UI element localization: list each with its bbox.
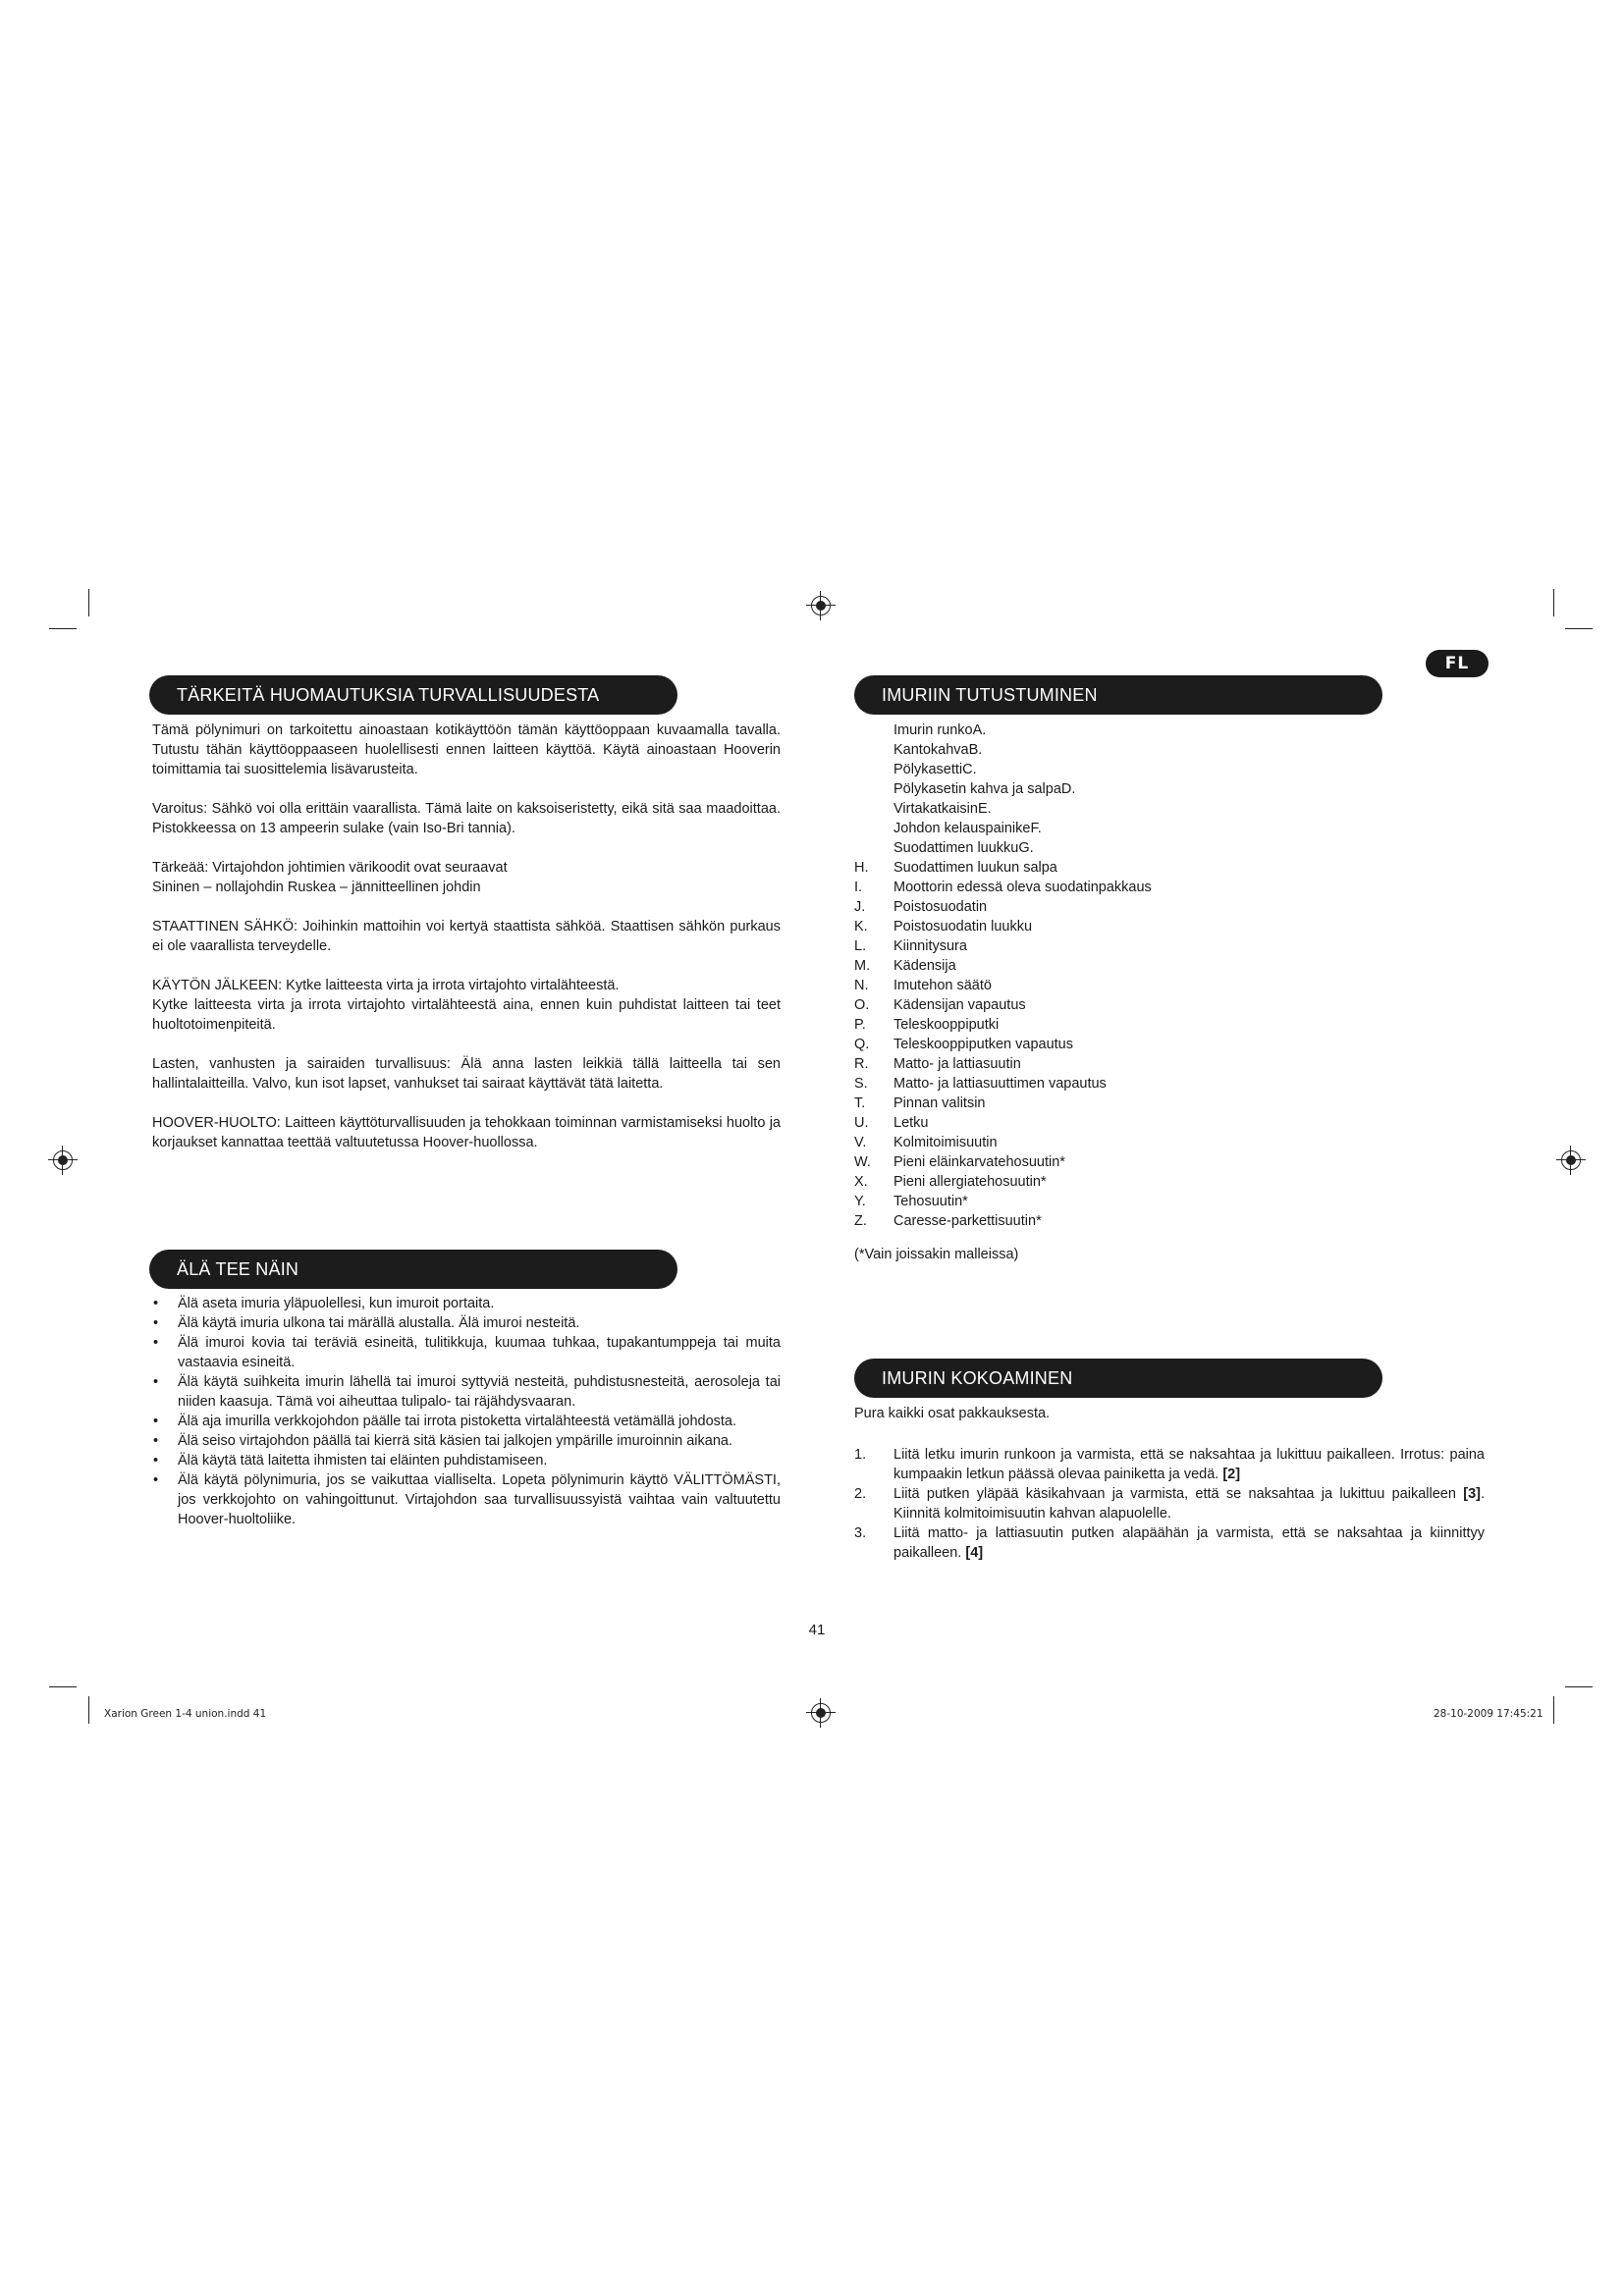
part-letter: T.	[854, 1095, 866, 1111]
step-body: Liitä putken yläpää käsikahvaan ja varmista, että se naksahtaa ja lukittuu paikalleen	[893, 1486, 1456, 1502]
part-item	[854, 995, 1483, 1015]
part-item	[854, 721, 1483, 740]
section-title-safety: TÄRKEITÄ HUOMAUTUKSIA TURVALLISUUDESTA	[149, 675, 677, 715]
part-letter: O.	[854, 997, 870, 1013]
part-item	[854, 878, 1483, 897]
part-item	[854, 1113, 1483, 1133]
part-letter	[854, 760, 893, 779]
part-letter: J.	[854, 899, 866, 915]
safety-paragraph	[152, 1054, 781, 1094]
safety-paragraph	[152, 917, 781, 956]
part-letter: Z.	[854, 1213, 867, 1229]
crop-mark	[49, 1686, 77, 1687]
figure-ref: [3]	[1463, 1486, 1481, 1502]
registration-mark-icon	[1561, 1150, 1581, 1170]
part-label: Suodattimen luukkuG.	[893, 840, 1034, 856]
page-number: 41	[808, 1622, 826, 1638]
step-text	[893, 1445, 1485, 1484]
part-label: Imurin runkoA.	[893, 722, 987, 738]
part-item	[854, 838, 1483, 858]
part-letter: X.	[854, 1174, 868, 1190]
part-label: Tehosuutin*	[893, 1194, 968, 1209]
safety-paragraph	[152, 799, 781, 838]
slug-right: 28-10-2009 17:45:21	[1434, 1708, 1543, 1720]
safety-paragraph-line: HOOVER-HUOLTO: Laitteen käyttöturvallisuuden ja tehokkaan toiminnan varmistamiseksi huolto ja korjaukset kannattaa teettää valtuutetussa Hoover-huollossa.	[152, 1115, 781, 1150]
part-letter: L.	[854, 938, 867, 954]
part-item	[854, 1094, 1483, 1113]
part-label: Matto- ja lattiasuutin	[893, 1056, 1021, 1072]
crop-mark	[88, 1696, 89, 1724]
step-number: 3.	[854, 1525, 867, 1541]
part-letter: S.	[854, 1076, 868, 1092]
crop-mark	[49, 628, 77, 629]
registration-mark-icon	[811, 1703, 831, 1723]
safety-paragraph-line: Varoitus: Sähkö voi olla erittäin vaarallista. Tämä laite on kaksoiseristetty, eikä sitä saa maadoittaa. Pistokkeessa on 13 ampeerin sulake (vain Iso-Bri tannia).	[152, 801, 781, 836]
safety-paragraph-line: Lasten, vanhusten ja sairaiden turvallisuus: Älä anna lasten leikkiä tällä laitteella tai sen hallintalaitteilla. Valvo, kun isot lapset, vanhukset tai sairaat käyttävät tätä laitetta.	[152, 1056, 781, 1092]
part-label: Pölykasetin kahva ja salpaD.	[893, 781, 1076, 797]
part-item	[854, 956, 1483, 976]
part-item	[854, 976, 1483, 995]
part-item	[854, 760, 1483, 779]
part-label: Matto- ja lattiasuuttimen vapautus	[893, 1076, 1107, 1092]
part-letter: U.	[854, 1115, 869, 1131]
dont-item: • Älä käytä pölynimuria, jos se vaikuttaa vialliselta. Lopeta pölynimurin käyttö VÄLITTÖMÄSTI, jos verkkojohto on vahingoittunut. Virtajohdon saa turvallisuussyistä vaihtaa vain valtuutettu Hoover-huoltoliike.	[149, 1470, 781, 1529]
part-item	[854, 819, 1483, 838]
part-label: Johdon kelauspainikeF.	[893, 821, 1042, 836]
step-text	[893, 1523, 1485, 1563]
step-text	[893, 1484, 1485, 1523]
figure-ref: [4]	[965, 1545, 984, 1561]
part-label: VirtakatkaisinE.	[893, 801, 992, 817]
part-letter: H.	[854, 860, 869, 876]
part-label: Kädensijan vapautus	[893, 997, 1026, 1013]
part-letter	[854, 838, 893, 858]
part-item	[854, 1054, 1483, 1074]
dont-list	[149, 1294, 781, 1529]
section-title-intro: IMURIIN TUTUSTUMINEN	[854, 675, 1382, 715]
dont-item: • Älä käytä suihkeita imurin lähellä tai imuroi syttyviä nesteitä, puhdistusnesteitä, aerosoleja tai niiden kaasuja. Tämä voi aiheuttaa tulipalo- tai räjähdysvaaran.	[149, 1372, 781, 1412]
part-label: KantokahvaB.	[893, 742, 983, 758]
part-letter	[854, 740, 893, 760]
part-letter: V.	[854, 1135, 867, 1150]
part-label: Teleskooppiputken vapautus	[893, 1037, 1073, 1052]
assembly-step	[854, 1523, 1485, 1563]
dont-item: • Älä seiso virtajohdon päällä tai kierrä sitä käsien tai jalkojen ympärille imuroinnin aikana.	[149, 1431, 781, 1451]
crop-mark	[1565, 1686, 1593, 1687]
part-item	[854, 1152, 1483, 1172]
part-letter: Y.	[854, 1194, 866, 1209]
part-label: PölykasettiC.	[893, 762, 977, 777]
safety-paragraph	[152, 1113, 781, 1152]
part-letter: P.	[854, 1017, 866, 1033]
part-letter: Q.	[854, 1037, 870, 1052]
dont-item: • Älä käytä imuria ulkona tai märällä alustalla. Älä imuroi nesteitä.	[149, 1313, 781, 1333]
safety-paragraph-line: Tämä pölynimuri on tarkoitettu ainoastaan kotikäyttöön tämän käyttöoppaan kuvaamalla tavalla. Tutustu tähän käyttöoppaaseen huolellisesti ennen laitteen käyttöä. Käytä ainoastaan Hooverin toimittamia tai suosittelemia lisävarusteita.	[152, 722, 781, 777]
crop-mark	[88, 589, 89, 616]
dont-item: • Älä imuroi kovia tai teräviä esineitä, tulitikkuja, kuumaa tuhkaa, tupakantumppeja tai muita vastaavia esineitä.	[149, 1333, 781, 1372]
part-label: Caresse-parkettisuutin*	[893, 1213, 1042, 1229]
part-label: Moottorin edessä oleva suodatinpakkaus	[893, 880, 1152, 895]
crop-mark	[1565, 628, 1593, 629]
section-title-assembly: IMURIN KOKOAMINEN	[854, 1359, 1382, 1398]
step-body: Liitä matto- ja lattiasuutin putken alapäähän ja varmista, että se naksahtaa ja kiinnittyy paikalleen.	[893, 1525, 1485, 1561]
part-label: Letku	[893, 1115, 929, 1131]
step-tail: . Kiinnitä kolmitoimisuutin kahvan alapuolelle.	[893, 1486, 1485, 1522]
part-label: Imutehon säätö	[893, 978, 992, 993]
part-letter: K.	[854, 919, 868, 934]
safety-text	[152, 721, 781, 1172]
part-item	[854, 740, 1483, 760]
models-note: (*Vain joissakin malleissa)	[854, 1247, 1019, 1262]
assembly-text	[854, 1404, 1485, 1563]
part-item	[854, 897, 1483, 917]
language-badge: FL	[1426, 650, 1489, 677]
part-label: Kolmitoimisuutin	[893, 1135, 998, 1150]
part-item	[854, 1172, 1483, 1192]
safety-paragraph	[152, 721, 781, 779]
part-letter	[854, 799, 893, 819]
safety-paragraph-line: Tärkeää: Virtajohdon johtimien värikoodit ovat seuraavat	[152, 860, 508, 876]
part-item	[854, 1035, 1483, 1054]
part-item	[854, 1015, 1483, 1035]
part-label: Pinnan valitsin	[893, 1095, 986, 1111]
part-item	[854, 1192, 1483, 1211]
part-letter: W.	[854, 1154, 871, 1170]
part-label: Pieni eläinkarvatehosuutin*	[893, 1154, 1065, 1170]
part-letter	[854, 779, 893, 799]
slug-left: Xarion Green 1-4 union.indd 41	[104, 1708, 267, 1720]
part-letter: M.	[854, 958, 871, 974]
assembly-step	[854, 1484, 1485, 1523]
dont-item: • Älä aseta imuria yläpuolellesi, kun imuroit portaita.	[149, 1294, 781, 1313]
part-item	[854, 1211, 1483, 1231]
safety-paragraph-line: KÄYTÖN JÄLKEEN: Kytke laitteesta virta ja irrota virtajohto virtalähteestä.	[152, 978, 620, 993]
part-item	[854, 799, 1483, 819]
safety-paragraph-line: Kytke laitteesta virta ja irrota virtajohto virtalähteestä aina, ennen kuin puhdistat laitteen tai teet huoltotoimenpiteitä.	[152, 997, 781, 1033]
parts-list	[854, 721, 1483, 1264]
part-label: Suodattimen luukun salpa	[893, 860, 1057, 876]
part-letter: R.	[854, 1056, 869, 1072]
section-title-dont: ÄLÄ TEE NÄIN	[149, 1250, 677, 1289]
part-letter	[854, 819, 893, 838]
part-item	[854, 917, 1483, 936]
safety-paragraph-line: Sininen – nollajohdin Ruskea – jännitteellinen johdin	[152, 880, 481, 895]
safety-paragraph	[152, 976, 781, 1035]
part-item	[854, 1074, 1483, 1094]
part-label: Kiinnitysura	[893, 938, 967, 954]
dont-item: • Älä aja imurilla verkkojohdon päälle tai irrota pistoketta virtalähteestä vetämällä johdosta.	[149, 1412, 781, 1431]
safety-paragraph	[152, 858, 781, 897]
part-item	[854, 1133, 1483, 1152]
crop-mark	[1553, 1696, 1554, 1724]
part-letter: N.	[854, 978, 869, 993]
part-letter	[854, 721, 893, 740]
registration-mark-icon	[53, 1150, 73, 1170]
assembly-step	[854, 1445, 1485, 1484]
part-item	[854, 936, 1483, 956]
part-letter: I.	[854, 880, 863, 895]
assembly-intro: Pura kaikki osat pakkauksesta.	[854, 1406, 1051, 1421]
registration-mark-icon	[811, 596, 831, 615]
part-label: Poistosuodatin luukku	[893, 919, 1033, 934]
dont-item: • Älä käytä tätä laitetta ihmisten tai eläinten puhdistamiseen.	[149, 1451, 781, 1470]
safety-paragraph-line: STAATTINEN SÄHKÖ: Joihinkin mattoihin voi kertyä staattista sähköä. Staattisen sähkön purkaus ei ole vaarallista terveydelle.	[152, 919, 781, 954]
part-label: Teleskooppiputki	[893, 1017, 1000, 1033]
part-label: Poistosuodatin	[893, 899, 988, 915]
figure-ref: [2]	[1222, 1467, 1241, 1482]
part-item	[854, 779, 1483, 799]
step-number: 2.	[854, 1486, 867, 1502]
part-label: Pieni allergiatehosuutin*	[893, 1174, 1047, 1190]
step-body: Liitä letku imurin runkoon ja varmista, että se naksahtaa ja lukittuu paikalleen. Irrotus: paina kumpaakin letkun päässä olevaa painiketta ja vedä.	[893, 1447, 1485, 1482]
part-item	[854, 858, 1483, 878]
part-label: Kädensija	[893, 958, 956, 974]
crop-mark	[1553, 589, 1554, 616]
step-number: 1.	[854, 1447, 867, 1463]
